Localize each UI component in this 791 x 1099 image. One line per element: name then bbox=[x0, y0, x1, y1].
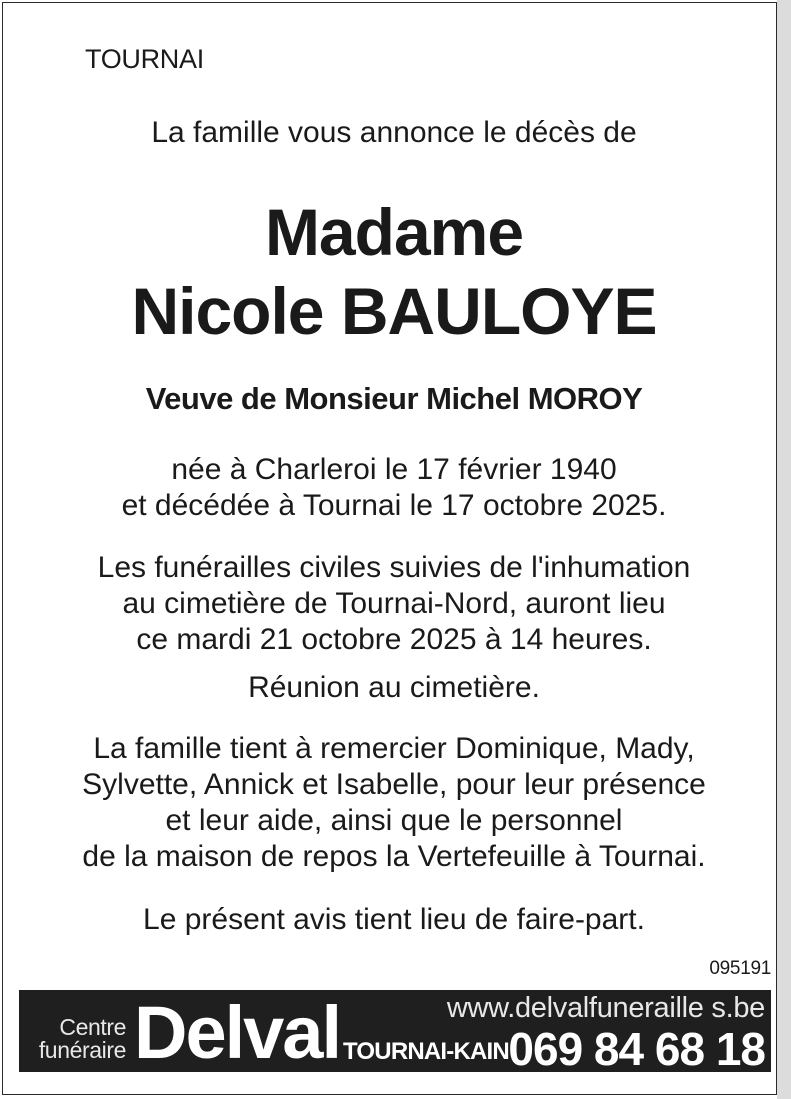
name-title: Madame bbox=[264, 195, 524, 269]
intro-text: La famille vous annonce le décès de bbox=[151, 116, 637, 149]
funeral-paragraph bbox=[10, 550, 778, 658]
funeraire-line: funéraire bbox=[38, 1037, 126, 1063]
funeral-line: Les funérailles civiles suivies de l'inhumation bbox=[97, 551, 691, 584]
thanks-line: et leur aide, ainsi que le personnel bbox=[165, 804, 623, 837]
funeral-line: au cimetière de Tournai-Nord, auront lieu bbox=[122, 587, 666, 620]
location-label: TOURNAI-KAIN bbox=[343, 1038, 509, 1065]
centre-line: Centre bbox=[59, 1014, 126, 1040]
thanks-line: La famille tient à remercier Dominique, Mady, bbox=[93, 732, 695, 765]
closing-line: Le présent avis tient lieu de faire-part. bbox=[143, 903, 645, 936]
thanks-line: de la maison de repos la Vertefeuille à Tournai. bbox=[82, 840, 706, 873]
spouse-line: Veuve de Monsieur Michel MOROY bbox=[145, 381, 643, 416]
thanks-line: Sylvette, Annick et Isabelle, pour leur présence bbox=[82, 768, 706, 801]
phone-number: 069 84 68 18 bbox=[508, 1023, 765, 1075]
birth-line: née à Charleroi le 17 février 1940 bbox=[171, 453, 617, 486]
death-line: et décédée à Tournai le 17 octobre 2025. bbox=[121, 489, 667, 522]
side-margin-bar bbox=[777, 0, 791, 1099]
thanks-paragraph bbox=[10, 731, 778, 875]
name-full: Nicole BAULOYE bbox=[131, 274, 657, 348]
meeting-line: Réunion au cimetière. bbox=[248, 671, 540, 704]
dates-paragraph bbox=[10, 452, 778, 524]
funeral-home-banner bbox=[19, 990, 771, 1075]
reference-number: 095191 bbox=[709, 958, 771, 979]
city-label: TOURNAI bbox=[85, 44, 204, 74]
funeral-line: ce mardi 21 octobre 2025 à 14 heures. bbox=[136, 623, 652, 656]
deceased-name bbox=[10, 193, 778, 351]
brand-logo-text: Delval bbox=[134, 991, 341, 1074]
website-url: www.delvalfuneraille s.be bbox=[446, 992, 765, 1024]
centre-funeraire-label bbox=[22, 1016, 126, 1062]
